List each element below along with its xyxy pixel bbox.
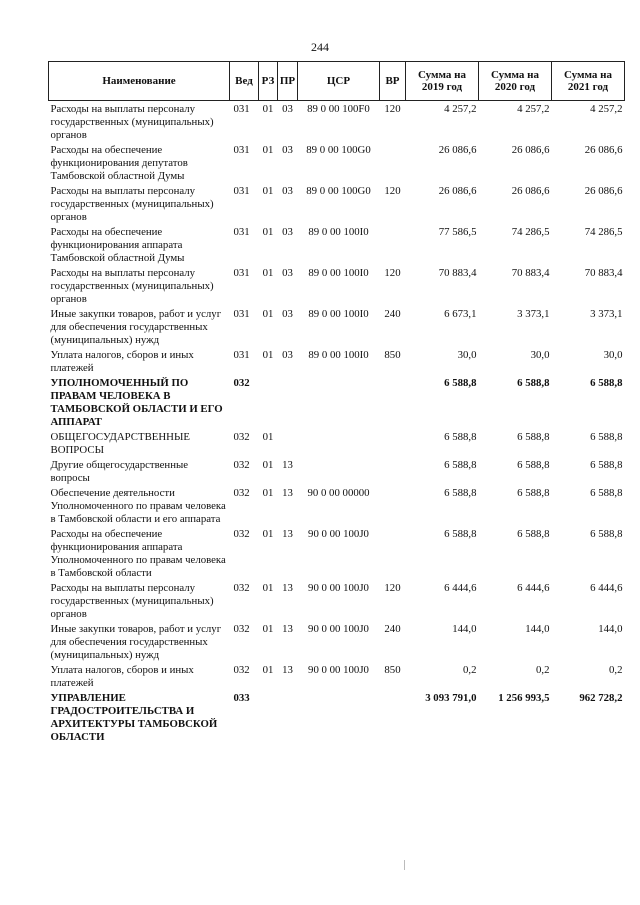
cell-sum-2020: 6 444,6	[517, 582, 550, 594]
header-rz: РЗ	[259, 62, 278, 101]
cell-sum-2021: 3 373,1	[590, 308, 623, 320]
cell-sum-2020: 6 588,8	[517, 431, 550, 443]
cell-pr: 03	[282, 267, 293, 279]
cell-vr: 850	[384, 664, 401, 676]
cell-rz	[259, 375, 278, 429]
cell-pr: 13	[282, 582, 293, 594]
cell-vr: 120	[384, 103, 401, 115]
cell-sum-2020: 6 588,8	[517, 487, 550, 499]
cell-csr: 89 0 00 100I0	[308, 308, 369, 320]
cell-sum-2020: 144,0	[525, 623, 550, 635]
cell-sum-2021: 70 883,4	[584, 267, 623, 279]
cell-sum-2020: 70 883,4	[511, 267, 550, 279]
table-row	[49, 101, 625, 143]
cell-sum-2019: 6 673,1	[444, 308, 477, 320]
cell-pr: 03	[282, 226, 293, 238]
cell-name: Расходы на выплаты персоналу государственных (муниципальных) органов	[50, 185, 214, 223]
cell-vr: 120	[384, 582, 401, 594]
cell-rz: 01	[262, 103, 274, 115]
cell-vr	[380, 224, 406, 265]
table-row	[49, 224, 625, 265]
cell-name: Иные закупки товаров, работ и услуг для обеспечения государственных (муниципальных) нужд	[50, 623, 222, 661]
cell-csr: 89 0 00 100I0	[308, 267, 369, 279]
cell-ved: 031	[233, 185, 250, 197]
cell-sum-2021: 962 728,2	[579, 692, 623, 704]
cell-csr: 90 0 00 100J0	[308, 623, 369, 635]
table-header	[49, 62, 625, 101]
cell-ved: 032	[233, 377, 250, 389]
cell-ved: 032	[233, 459, 250, 471]
cell-ved: 031	[233, 308, 250, 320]
cell-sum-2020: 6 588,8	[517, 528, 550, 540]
cell-rz: 01	[262, 528, 274, 540]
cell-pr: 03	[282, 185, 293, 197]
cell-csr: 90 0 00 100J0	[308, 582, 369, 594]
cell-rz	[259, 690, 278, 744]
cell-vr	[380, 375, 406, 429]
cell-ved: 032	[233, 431, 250, 443]
cell-vr: 850	[384, 349, 401, 361]
table-row	[49, 526, 625, 580]
cell-name: ОБЩЕГОСУДАРСТВЕННЫЕ ВОПРОСЫ	[50, 431, 190, 456]
cell-sum-2019: 6 588,8	[444, 528, 477, 540]
table-row	[49, 580, 625, 621]
cell-sum-2021: 6 588,8	[590, 487, 623, 499]
cell-sum-2019: 6 588,8	[444, 487, 477, 499]
cell-name: Расходы на выплаты персоналу государственных (муниципальных) органов	[50, 582, 214, 620]
table-row	[49, 265, 625, 306]
table-row	[49, 662, 625, 690]
table-row	[49, 485, 625, 526]
table-row	[49, 142, 625, 183]
cell-pr: 03	[282, 308, 293, 320]
cell-pr	[278, 429, 298, 457]
header-sum-2019: Сумма на 2019 год	[406, 62, 479, 101]
header-pr: ПР	[278, 62, 298, 101]
cell-pr: 13	[282, 623, 293, 635]
cell-csr: 89 0 00 100F0	[307, 103, 370, 115]
cell-pr	[278, 690, 298, 744]
cell-name: Уплата налогов, сборов и иных платежей	[50, 349, 194, 374]
cell-vr	[380, 485, 406, 526]
cell-sum-2021: 4 257,2	[590, 103, 623, 115]
cell-sum-2021: 26 086,6	[584, 185, 623, 197]
cell-sum-2021: 74 286,5	[584, 226, 623, 238]
cell-csr: 89 0 00 100I0	[308, 349, 369, 361]
cell-ved: 032	[233, 664, 250, 676]
cell-rz: 01	[262, 267, 274, 279]
cell-sum-2021: 6 588,8	[590, 377, 623, 389]
cell-name: Иные закупки товаров, работ и услуг для обеспечения государственных (муниципальных) нужд	[50, 308, 222, 346]
cell-sum-2021: 26 086,6	[584, 144, 623, 156]
cell-ved: 031	[233, 144, 250, 156]
cell-name: Расходы на обеспечение функционирования депутатов Тамбовской областной Думы	[50, 144, 188, 182]
header-csr: ЦСР	[298, 62, 380, 101]
cell-sum-2020: 1 256 993,5	[498, 692, 550, 704]
cell-vr: 120	[384, 185, 401, 197]
cell-name: Обеспечение деятельности Уполномоченного по правам человека в Тамбовской области и его аппарата	[50, 487, 226, 525]
cell-ved: 031	[233, 267, 250, 279]
cell-name: Расходы на обеспечение функционирования аппарата Тамбовской областной Думы	[50, 226, 185, 264]
table-row-department	[49, 690, 625, 744]
cell-sum-2019: 4 257,2	[444, 103, 477, 115]
table-row	[49, 347, 625, 375]
cell-csr	[298, 429, 380, 457]
cell-sum-2019: 6 588,8	[444, 459, 477, 471]
cell-pr	[278, 375, 298, 429]
cell-sum-2019: 6 588,8	[444, 431, 477, 443]
cell-rz: 01	[262, 487, 274, 499]
cell-sum-2020: 4 257,2	[517, 103, 550, 115]
cell-name: Уплата налогов, сборов и иных платежей	[50, 664, 194, 689]
cell-pr: 13	[282, 459, 293, 471]
cell-ved: 032	[233, 487, 250, 499]
cell-name: Расходы на выплаты персоналу государственных (муниципальных) органов	[50, 103, 214, 141]
cell-sum-2020: 0,2	[536, 664, 550, 676]
cell-csr: 90 0 00 00000	[307, 487, 370, 499]
table-body	[49, 101, 625, 745]
cell-sum-2019: 70 883,4	[438, 267, 477, 279]
cell-rz: 01	[262, 308, 274, 320]
cell-sum-2020: 6 588,8	[517, 459, 550, 471]
cell-sum-2019: 77 586,5	[438, 226, 477, 238]
cell-vr	[380, 142, 406, 183]
header-ved: Вед	[230, 62, 259, 101]
cell-pr: 13	[282, 487, 293, 499]
cell-ved: 033	[233, 692, 250, 704]
cell-sum-2021: 30,0	[603, 349, 623, 361]
cell-vr: 240	[384, 308, 401, 320]
cell-csr: 90 0 00 100J0	[308, 528, 369, 540]
cell-sum-2021: 144,0	[598, 623, 623, 635]
table-row-department	[49, 375, 625, 429]
cell-sum-2021: 0,2	[609, 664, 623, 676]
cell-sum-2019: 6 588,8	[444, 377, 477, 389]
table-row	[49, 457, 625, 485]
cell-sum-2020: 30,0	[530, 349, 550, 361]
cell-rz: 01	[262, 431, 274, 443]
page-number: 244	[311, 40, 329, 54]
cell-vr	[380, 429, 406, 457]
cell-pr: 03	[282, 349, 293, 361]
cell-csr	[298, 690, 380, 744]
cell-sum-2020: 74 286,5	[511, 226, 550, 238]
cell-sum-2021: 6 588,8	[590, 459, 623, 471]
cell-name: Другие общегосударственные вопросы	[50, 459, 189, 484]
cell-vr: 120	[384, 267, 401, 279]
scan-mark	[404, 860, 405, 870]
table-row	[49, 429, 625, 457]
cell-sum-2019: 26 086,6	[438, 185, 477, 197]
cell-name: УПРАВЛЕНИЕ ГРАДОСТРОИТЕЛЬСТВА И АРХИТЕКТУРЫ ТАМБОВСКОЙ ОБЛАСТИ	[50, 692, 218, 743]
cell-sum-2020: 3 373,1	[517, 308, 550, 320]
cell-sum-2020: 6 588,8	[517, 377, 550, 389]
table-row	[49, 183, 625, 224]
cell-vr: 240	[384, 623, 401, 635]
cell-ved: 032	[233, 623, 250, 635]
cell-vr	[380, 690, 406, 744]
header-sum-2020: Сумма на 2020 год	[479, 62, 552, 101]
cell-sum-2021: 6 588,8	[590, 528, 623, 540]
header-name: Наименование	[49, 62, 230, 101]
header-vr: ВР	[380, 62, 406, 101]
cell-rz: 01	[262, 144, 274, 156]
cell-csr	[298, 375, 380, 429]
cell-rz: 01	[262, 226, 274, 238]
cell-sum-2019: 26 086,6	[438, 144, 477, 156]
cell-ved: 031	[233, 103, 250, 115]
cell-sum-2021: 6 444,6	[590, 582, 623, 594]
cell-rz: 01	[262, 459, 274, 471]
cell-ved: 031	[233, 226, 250, 238]
cell-sum-2021: 6 588,8	[590, 431, 623, 443]
cell-csr: 89 0 00 100G0	[306, 185, 371, 197]
header-sum-2021: Сумма на 2021 год	[552, 62, 625, 101]
cell-rz: 01	[262, 185, 274, 197]
table-row	[49, 621, 625, 662]
cell-rz: 01	[262, 664, 274, 676]
cell-sum-2019: 144,0	[452, 623, 477, 635]
cell-sum-2019: 3 093 791,0	[425, 692, 477, 704]
cell-ved: 032	[233, 528, 250, 540]
cell-ved: 031	[233, 349, 250, 361]
cell-ved: 032	[233, 582, 250, 594]
cell-sum-2020: 26 086,6	[511, 144, 550, 156]
cell-pr: 13	[282, 664, 293, 676]
cell-name: Расходы на обеспечение функционирования аппарата Уполномоченного по правам человека в Тамбовской области	[50, 528, 226, 579]
cell-csr: 89 0 00 100I0	[308, 226, 369, 238]
cell-pr: 03	[282, 144, 293, 156]
table-row	[49, 306, 625, 347]
cell-pr: 13	[282, 528, 293, 540]
cell-name: УПОЛНОМОЧЕННЫЙ ПО ПРАВАМ ЧЕЛОВЕКА В ТАМБОВСКОЙ ОБЛАСТИ И ЕГО АППАРАТ	[50, 377, 223, 428]
cell-sum-2019: 0,2	[463, 664, 477, 676]
cell-csr: 89 0 00 100G0	[306, 144, 371, 156]
cell-sum-2019: 6 444,6	[444, 582, 477, 594]
cell-sum-2020: 26 086,6	[511, 185, 550, 197]
cell-rz: 01	[262, 349, 274, 361]
cell-csr: 90 0 00 100J0	[308, 664, 369, 676]
cell-rz: 01	[262, 623, 274, 635]
cell-vr	[380, 526, 406, 580]
cell-pr: 03	[282, 103, 293, 115]
cell-csr	[298, 457, 380, 485]
cell-rz: 01	[262, 582, 274, 594]
cell-sum-2019: 30,0	[457, 349, 477, 361]
budget-table	[48, 61, 625, 744]
cell-vr	[380, 457, 406, 485]
cell-name: Расходы на выплаты персоналу государственных (муниципальных) органов	[50, 267, 214, 305]
